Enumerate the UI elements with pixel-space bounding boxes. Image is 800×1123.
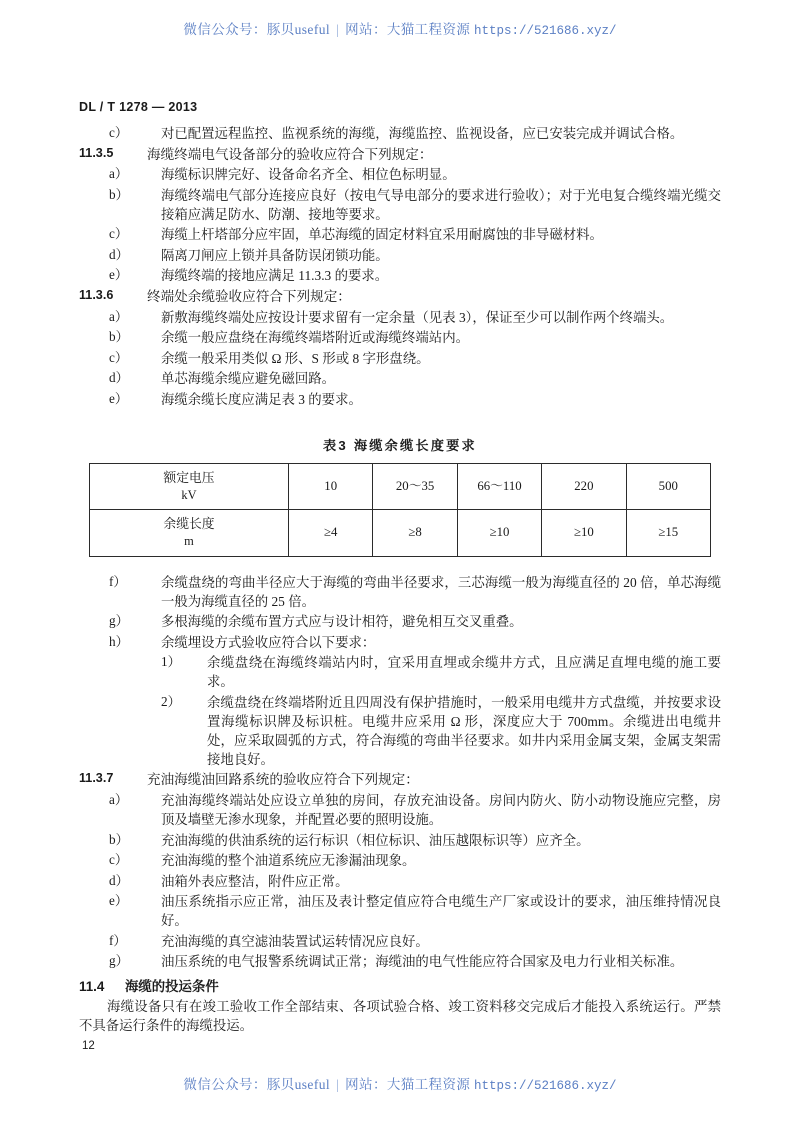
clause-label: f）	[109, 573, 127, 589]
clause-label: c）	[109, 852, 129, 868]
clause-list-after-table	[79, 573, 721, 972]
watermark-wechat-label: 微信公众号：	[183, 22, 267, 37]
lettered-list-item	[79, 124, 721, 143]
clause-text: 油箱外表应整洁，附件应正常。	[161, 873, 349, 889]
clause-label: d）	[109, 370, 129, 386]
table-cell: ≥8	[373, 510, 457, 556]
watermark-url: https://521686.xyz/	[474, 24, 617, 38]
clause-text: 对已配置远程监控、监视系统的海缆，海缆监控、监视设备，应已安装完成并调试合格。	[161, 126, 684, 141]
clause-label: 11.3.6	[79, 288, 114, 303]
clause-label: h）	[109, 633, 129, 649]
clause-label: 11.3.7	[79, 771, 114, 786]
table-row-header-label: 额定电压	[163, 470, 215, 485]
table-cell: 66～110	[457, 463, 541, 509]
table-cell: ≥10	[542, 510, 626, 556]
watermark-wechat-value: 豚贝useful	[266, 22, 331, 37]
watermark-wechat-label: 微信公众号：	[183, 1077, 267, 1092]
table-cell: 500	[626, 463, 710, 509]
lettered-list-item	[79, 369, 721, 388]
standard-id-header: DL / T 1278 — 2013	[79, 100, 198, 114]
lettered-list-item	[79, 266, 721, 285]
clause-text: 余缆盘绕在终端塔附近且四周没有保护措施时，一般采用电缆井方式盘缆，并按要求设置海缆标识牌及标识桩。电缆井应采用 Ω 形，深度应大于 700mm。余缆进出电缆井处，应采取圆弧的方式，符合海缆的弯曲半径要求。如井内采用金属支架，金属支架需接地良好。	[207, 694, 721, 767]
clause-label: 2）	[161, 693, 181, 709]
clause-text: 海缆终端电气设备部分的验收应符合下列规定：	[147, 146, 433, 162]
clause-text: 海缆标识牌完好、设备命名齐全、相位色标明显。	[161, 167, 456, 183]
page-number: 12	[82, 1040, 95, 1052]
clause-text: 单芯海缆余缆应避免磁回路。	[161, 371, 336, 387]
sub-list-item	[79, 653, 721, 691]
clause-label: e）	[109, 893, 129, 909]
table-row-header-label: 余缆长度	[163, 517, 215, 532]
clause-text: 余缆一般应盘绕在海缆终端塔附近或海缆终端站内。	[161, 330, 469, 346]
table-cell: 220	[542, 463, 626, 509]
lettered-list-item	[79, 390, 721, 409]
clause-text: 充油海缆油回路系统的验收应符合下列规定：	[147, 772, 419, 788]
lettered-list-item	[79, 573, 721, 611]
watermark-site-label: 网站：	[345, 1077, 387, 1092]
lettered-list-item	[79, 791, 721, 829]
watermark-site-value: 大猫工程资源	[386, 22, 471, 37]
clause-label: a）	[109, 792, 129, 808]
clause-label: 1）	[161, 654, 181, 670]
document-body	[79, 124, 721, 1035]
lettered-list-item	[79, 186, 721, 224]
section-title: 海缆的投运条件	[125, 979, 219, 995]
clause-text: 海缆上杆塔部分应牢固，单芯海缆的固定材料宜采用耐腐蚀的非导磁材料。	[161, 227, 603, 243]
clause-label: a）	[109, 308, 129, 324]
table-cell: 20～35	[373, 463, 457, 509]
clause-text: 油压系统的电气报警系统调试正常；海缆油的电气性能应符合国家及电力行业相关标准。	[161, 954, 684, 970]
numbered-clause	[79, 145, 721, 164]
clause-text: 海缆终端的接地应满足 11.3.3 的要求。	[161, 268, 389, 284]
table-cell: ≥15	[626, 510, 710, 556]
clause-label: a）	[109, 166, 129, 182]
clause-text: 海缆终端电气部分连接应良好（按电气导电部分的要求进行验收）；对于光电复合缆终端光缆交接箱应满足防水、防潮、接地等要求。	[161, 187, 721, 222]
clause-label: g）	[109, 613, 129, 629]
lettered-list-item	[79, 831, 721, 850]
lettered-list-item	[79, 851, 721, 870]
watermark-site-value: 大猫工程资源	[386, 1077, 471, 1092]
section-11-4-paragraph: 海缆设备只有在竣工验收工作全部结束、各项试验合格、竣工资料移交完成后才能投入系统运行。严禁不具备运行条件的海缆投运。	[79, 999, 721, 1034]
clause-label: b）	[109, 329, 129, 345]
clause-text: 余缆盘绕的弯曲半径应大于海缆的弯曲半径要求，三芯海缆一般为海缆直径的 20 倍，单芯海缆一般为海缆直径的 25 倍。	[161, 574, 721, 609]
clause-label: d）	[109, 872, 129, 888]
lettered-list-item	[79, 932, 721, 951]
clause-label: d）	[109, 246, 129, 262]
table-row-header-unit: kV	[181, 487, 197, 502]
cable-slack-length-table	[89, 463, 711, 557]
clause-label: b）	[109, 831, 129, 847]
clause-text: 终端处余缆验收应符合下列规定：	[147, 289, 351, 305]
table-cell: ≥4	[289, 510, 373, 556]
watermark-wechat-value: 豚贝useful	[266, 1077, 331, 1092]
clause-text: 充油海缆的整个油道系统应无渗漏油现象。	[161, 853, 416, 869]
numbered-clause	[79, 770, 721, 789]
table-row-header	[90, 463, 289, 509]
clause-label: c）	[109, 349, 129, 365]
clause-label: c）	[109, 125, 129, 140]
clause-text: 油压系统指示应正常，油压及表计整定值应符合电缆生产厂家或设计的要求，油压维持情况良好。	[161, 894, 721, 929]
clause-label: e）	[109, 390, 129, 406]
clause-text: 余缆一般采用类似 Ω 形、S 形或 8 字形盘绕。	[161, 350, 430, 366]
clause-text: 余缆盘绕在海缆终端站内时，宜采用直埋或余缆井方式，且应满足直埋电缆的施工要求。	[207, 655, 721, 690]
clause-text: 多根海缆的余缆布置方式应与设计相符，避免相互交叉重叠。	[161, 614, 523, 630]
clause-text: 余缆埋设方式验收应符合以下要求：	[161, 634, 376, 650]
clause-label: e）	[109, 267, 129, 283]
section-heading-11-4	[79, 976, 721, 995]
table-row-header-unit: m	[184, 534, 194, 549]
section-number: 11.4	[79, 979, 105, 995]
lettered-list-item	[79, 165, 721, 184]
table-cell: 10	[289, 463, 373, 509]
clause-text: 隔离刀闸应上锁并具备防误闭锁功能。	[161, 247, 389, 263]
table-row	[90, 510, 711, 556]
table-cell: ≥10	[457, 510, 541, 556]
watermark-bottom	[0, 1073, 800, 1093]
watermark-separator: |	[336, 1077, 340, 1092]
sub-list-item	[79, 693, 721, 769]
watermark-site-label: 网站：	[345, 22, 387, 37]
watermark-url: https://521686.xyz/	[474, 1079, 617, 1093]
lettered-list-item	[79, 246, 721, 265]
clause-text: 充油海缆的真空滤油装置试运转情况应良好。	[161, 933, 429, 949]
lettered-list-item	[79, 308, 721, 327]
clause-list-before-table	[79, 124, 721, 409]
numbered-clause	[79, 287, 721, 306]
clause-label: g）	[109, 953, 129, 969]
clause-text: 充油海缆终端站处应设立单独的房间，存放充油设备。房间内防火、防小动物设施应完整，房顶及墙壁无渗水现象，并配置必要的照明设施。	[161, 793, 721, 828]
table-row-header	[90, 510, 289, 556]
clause-text: 新敷海缆终端处应按设计要求留有一定余量（见表 3），保证至少可以制作两个终端头。	[161, 309, 674, 325]
lettered-list-item	[79, 328, 721, 347]
table-row	[90, 463, 711, 509]
clause-text: 海缆余缆长度应满足表 3 的要求。	[161, 391, 362, 407]
clause-label: b）	[109, 186, 129, 202]
lettered-list-item	[79, 349, 721, 368]
lettered-list-item	[79, 612, 721, 631]
lettered-list-item	[79, 633, 721, 652]
lettered-list-item	[79, 225, 721, 244]
lettered-list-item	[79, 872, 721, 891]
lettered-list-item	[79, 952, 721, 971]
clause-label: c）	[109, 226, 129, 242]
table-caption: 表3 海缆余缆长度要求	[323, 437, 477, 453]
watermark-separator: |	[336, 22, 340, 37]
lettered-list-item	[79, 892, 721, 930]
clause-text: 充油海缆的供油系统的运行标识（相位标识、油压越限标识等）应齐全。	[161, 832, 590, 848]
clause-label: f）	[109, 932, 127, 948]
clause-label: 11.3.5	[79, 145, 114, 160]
